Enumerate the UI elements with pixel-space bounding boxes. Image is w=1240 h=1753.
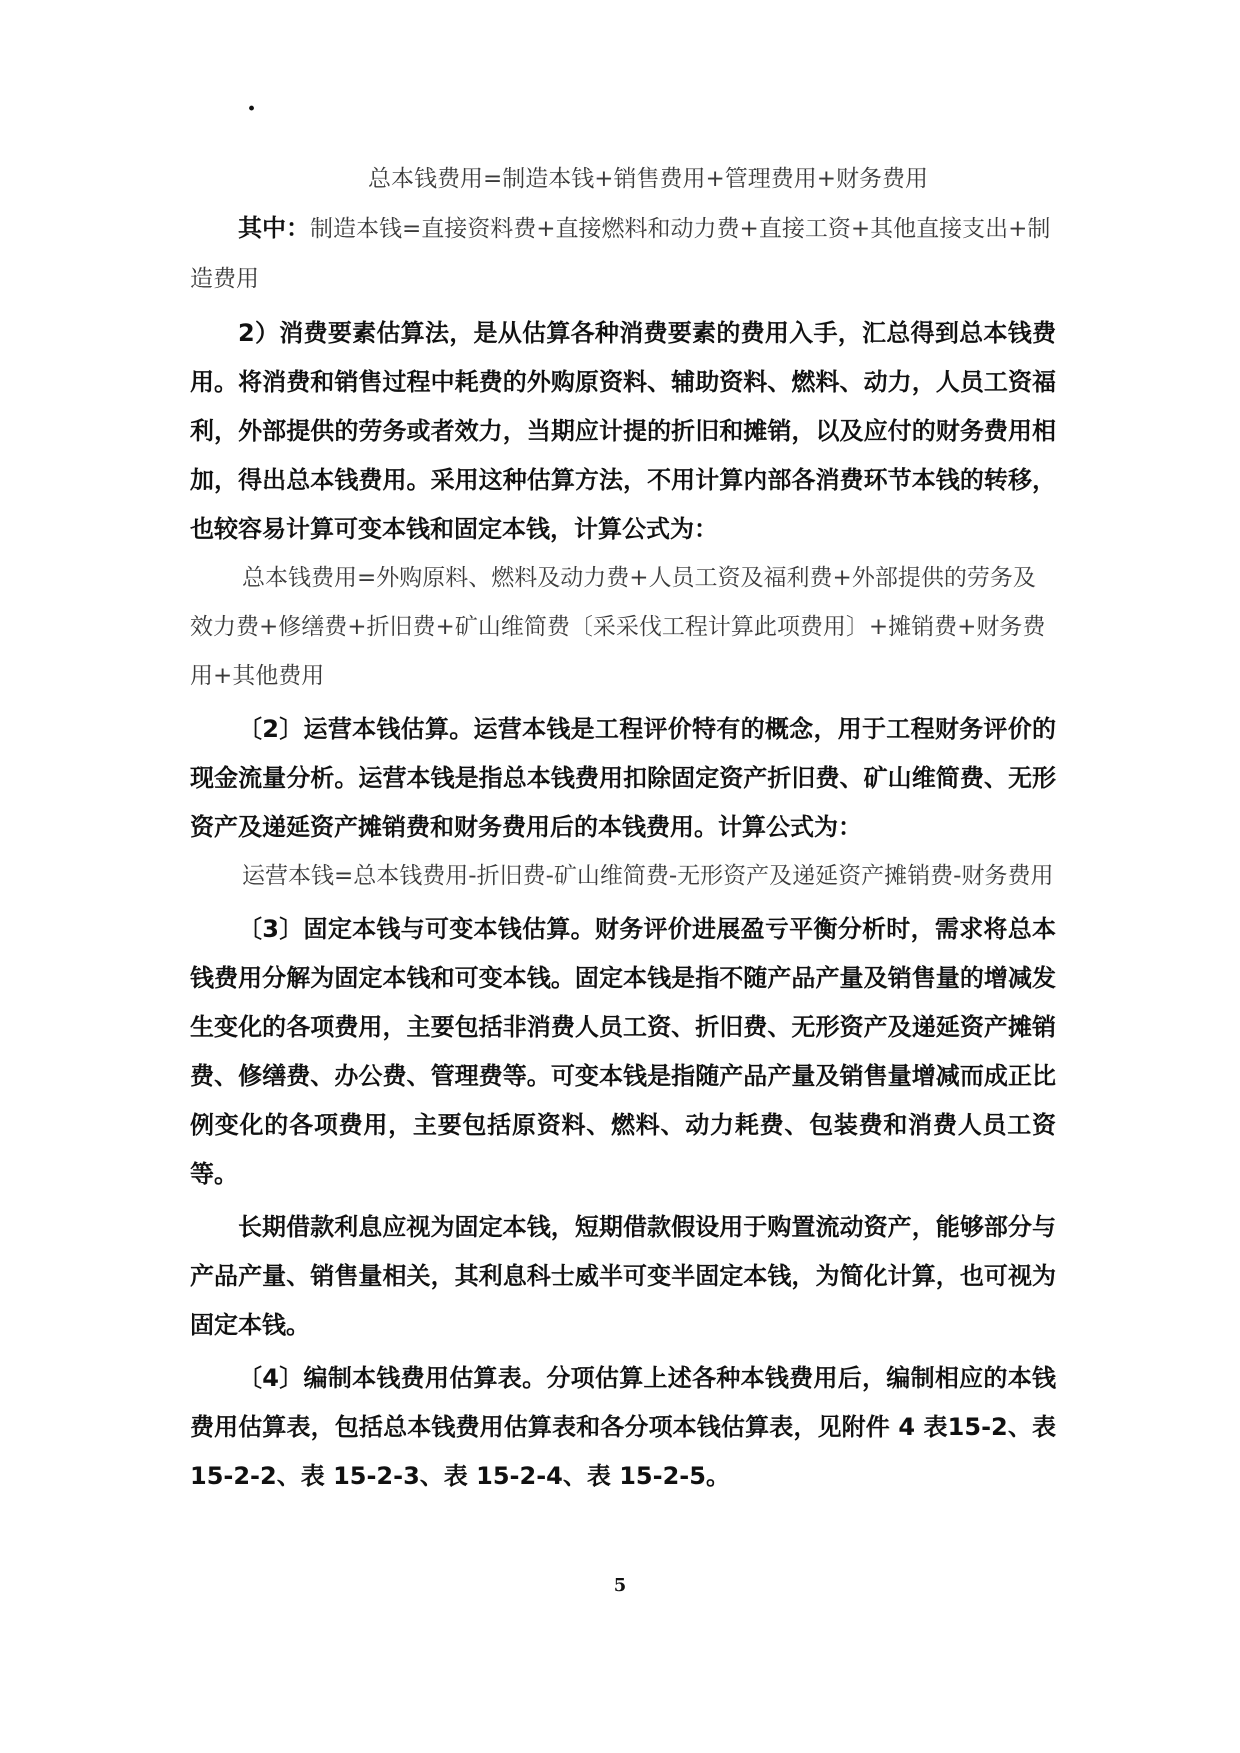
formula-factor-method: 总本钱费用=外购原料、燃料及动力费+人员工资及福利费+外部提供的劳务及效力费+修缮费+折旧费+矿山维简费〔采采伐工程计算此项费用〕+摊销费+财务费用+其他费用 xyxy=(190,565,1046,689)
manufacturing-cost-line xyxy=(190,204,1056,305)
manufacturing-label: 其中： xyxy=(238,214,310,242)
formula-total-cost: 总本钱费用=制造本钱+销售费用+管理费用+财务费用 xyxy=(367,166,929,192)
paragraph-cost-tables: 〔4〕编制本钱费用估算表。分项估算上述各种本钱费用后，编制相应的本钱费用估算表，包括总本钱费用估算表和各分项本钱估算表，见附件 4 表15-2、表 15-2-2、表 15-2-3、表 15-2-4、表 15-2-5。 xyxy=(190,1364,1056,1490)
page-number: 5 xyxy=(613,1575,627,1596)
document-body xyxy=(190,155,1056,1501)
formula-operating-cost: 运营本钱=总本钱费用-折旧费-矿山维简费-无形资产及递延资产摊销费-财务费用 xyxy=(242,863,1054,889)
paragraph-operating-cost: 〔2〕运营本钱估算。运营本钱是工程评价特有的概念，用于工程财务评价的现金流量分析。运营本钱是指总本钱费用扣除固定资产折旧费、矿山维简费、无形资产及递延资产摊销费和财务费用后的本钱费用。计算公式为： xyxy=(190,715,1056,841)
bullet-dot: · xyxy=(247,94,257,124)
paragraph-loan-interest: 长期借款利息应视为固定本钱，短期借款假设用于购置流动资产，能够部分与产品产量、销售量相关，其利息科士威半可变半固定本钱，为简化计算，也可视为固定本钱。 xyxy=(190,1213,1056,1339)
manufacturing-formula: 制造本钱=直接资料费+直接燃料和动力费+直接工资+其他直接支出+制造费用 xyxy=(190,216,1051,292)
paragraph-fixed-variable-cost: 〔3〕固定本钱与可变本钱估算。财务评价进展盈亏平衡分析时，需求将总本钱费用分解为固定本钱和可变本钱。固定本钱是指不随产品产量及销售量的增减发生变化的各项费用，主要包括非消费人员工资、折旧费、无形资产及递延资产摊销费、修缮费、办公费、管理费等。可变本钱是指随产品产量及销售量增减而成正比例变化的各项费用，主要包括原资料、燃料、动力耗费、包装费和消费人员工资等。 xyxy=(190,915,1056,1188)
paragraph-factor-method: 2）消费要素估算法，是从估算各种消费要素的费用入手，汇总得到总本钱费用。将消费和销售过程中耗费的外购原资料、辅助资料、燃料、动力，人员工资福利，外部提供的劳务或者效力，当期应计提的折旧和摊销，以及应付的财务费用相加，得出总本钱费用。采用这种估算方法，不用计算内部各消费环节本钱的转移，也较容易计算可变本钱和固定本钱，计算公式为： xyxy=(190,319,1056,543)
